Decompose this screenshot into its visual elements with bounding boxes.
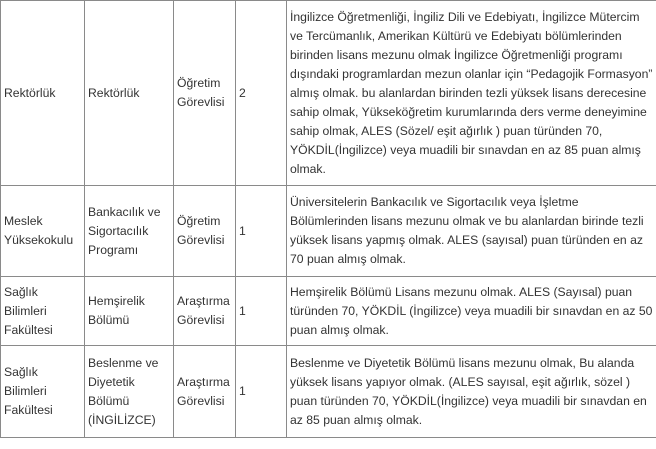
- department-cell: Beslenme ve Diyetetik Bölümü (İNGİLİZCE): [85, 346, 174, 438]
- requirements-cell: Üniversitelerin Bankacılık ve Sigortacılık veya İşletme Bölümlerinden lisans mezunu olmak ve bu alanlardan birinde tezli yüksek lisans yapmış olmak. ALES (sayısal) puan türünden en az 70 puan almış olmak.: [287, 186, 656, 277]
- title-cell: Öğretim Görevlisi: [174, 1, 236, 186]
- table-row: [1, 1, 656, 186]
- title-cell: Araştırma Görevlisi: [174, 277, 236, 346]
- title-cell: Araştırma Görevlisi: [174, 346, 236, 438]
- department-cell: Rektörlük: [85, 1, 174, 186]
- requirements-cell: Hemşirelik Bölümü Lisans mezunu olmak. ALES (Sayısal) puan türünden 70, YÖKDİL (İngilizce) veya muadili bir sınavdan en az 50 puan almış olmak.: [287, 277, 656, 346]
- unit-cell: Sağlık Bilimleri Fakültesi: [1, 277, 85, 346]
- title-cell: Öğretim Görevlisi: [174, 186, 236, 277]
- count-cell: 1: [236, 277, 287, 346]
- table-row: [1, 346, 656, 438]
- table-row: [1, 186, 656, 277]
- requirements-cell: İngilizce Öğretmenliği, İngiliz Dili ve Edebiyatı, İngilizce Mütercim ve Tercümanlık, Amerikan Kültürü ve Edebiyatı bölümlerinden birinden lisans mezunu olmak İngilizce Öğretmenliği programı dışındaki programlardan mezun olanlar için “Pedagojik Formasyon” almış olmak. bu alanlardan birinden tezli yüksek lisans derecesine sahip olmak, Yükseköğretim kurumlarında ders verme deneyimine sahip olmak, ALES (Sözel/ eşit ağırlık ) puan türünden 70, YÖKDİL(İngilizce) veya muadili bir sınavdan en az 85 puan almış olmak.: [287, 1, 656, 186]
- requirements-cell: Beslenme ve Diyetetik Bölümü lisans mezunu olmak, Bu alanda yüksek lisans yapıyor olmak. (ALES sayısal, eşit ağırlık, sözel ) puan türünden 70, YÖKDİL(İngilizce) veya muadili bir sınavdan en az 85 puan almış olmak.: [287, 346, 656, 438]
- count-cell: 1: [236, 186, 287, 277]
- department-cell: Hemşirelik Bölümü: [85, 277, 174, 346]
- department-cell: Bankacılık ve Sigortacılık Programı: [85, 186, 174, 277]
- unit-cell: Rektörlük: [1, 1, 85, 186]
- unit-cell: Sağlık Bilimleri Fakültesi: [1, 346, 85, 438]
- count-cell: 1: [236, 346, 287, 438]
- count-cell: 2: [236, 1, 287, 186]
- table-row: [1, 277, 656, 346]
- unit-cell: Meslek Yüksekokulu: [1, 186, 85, 277]
